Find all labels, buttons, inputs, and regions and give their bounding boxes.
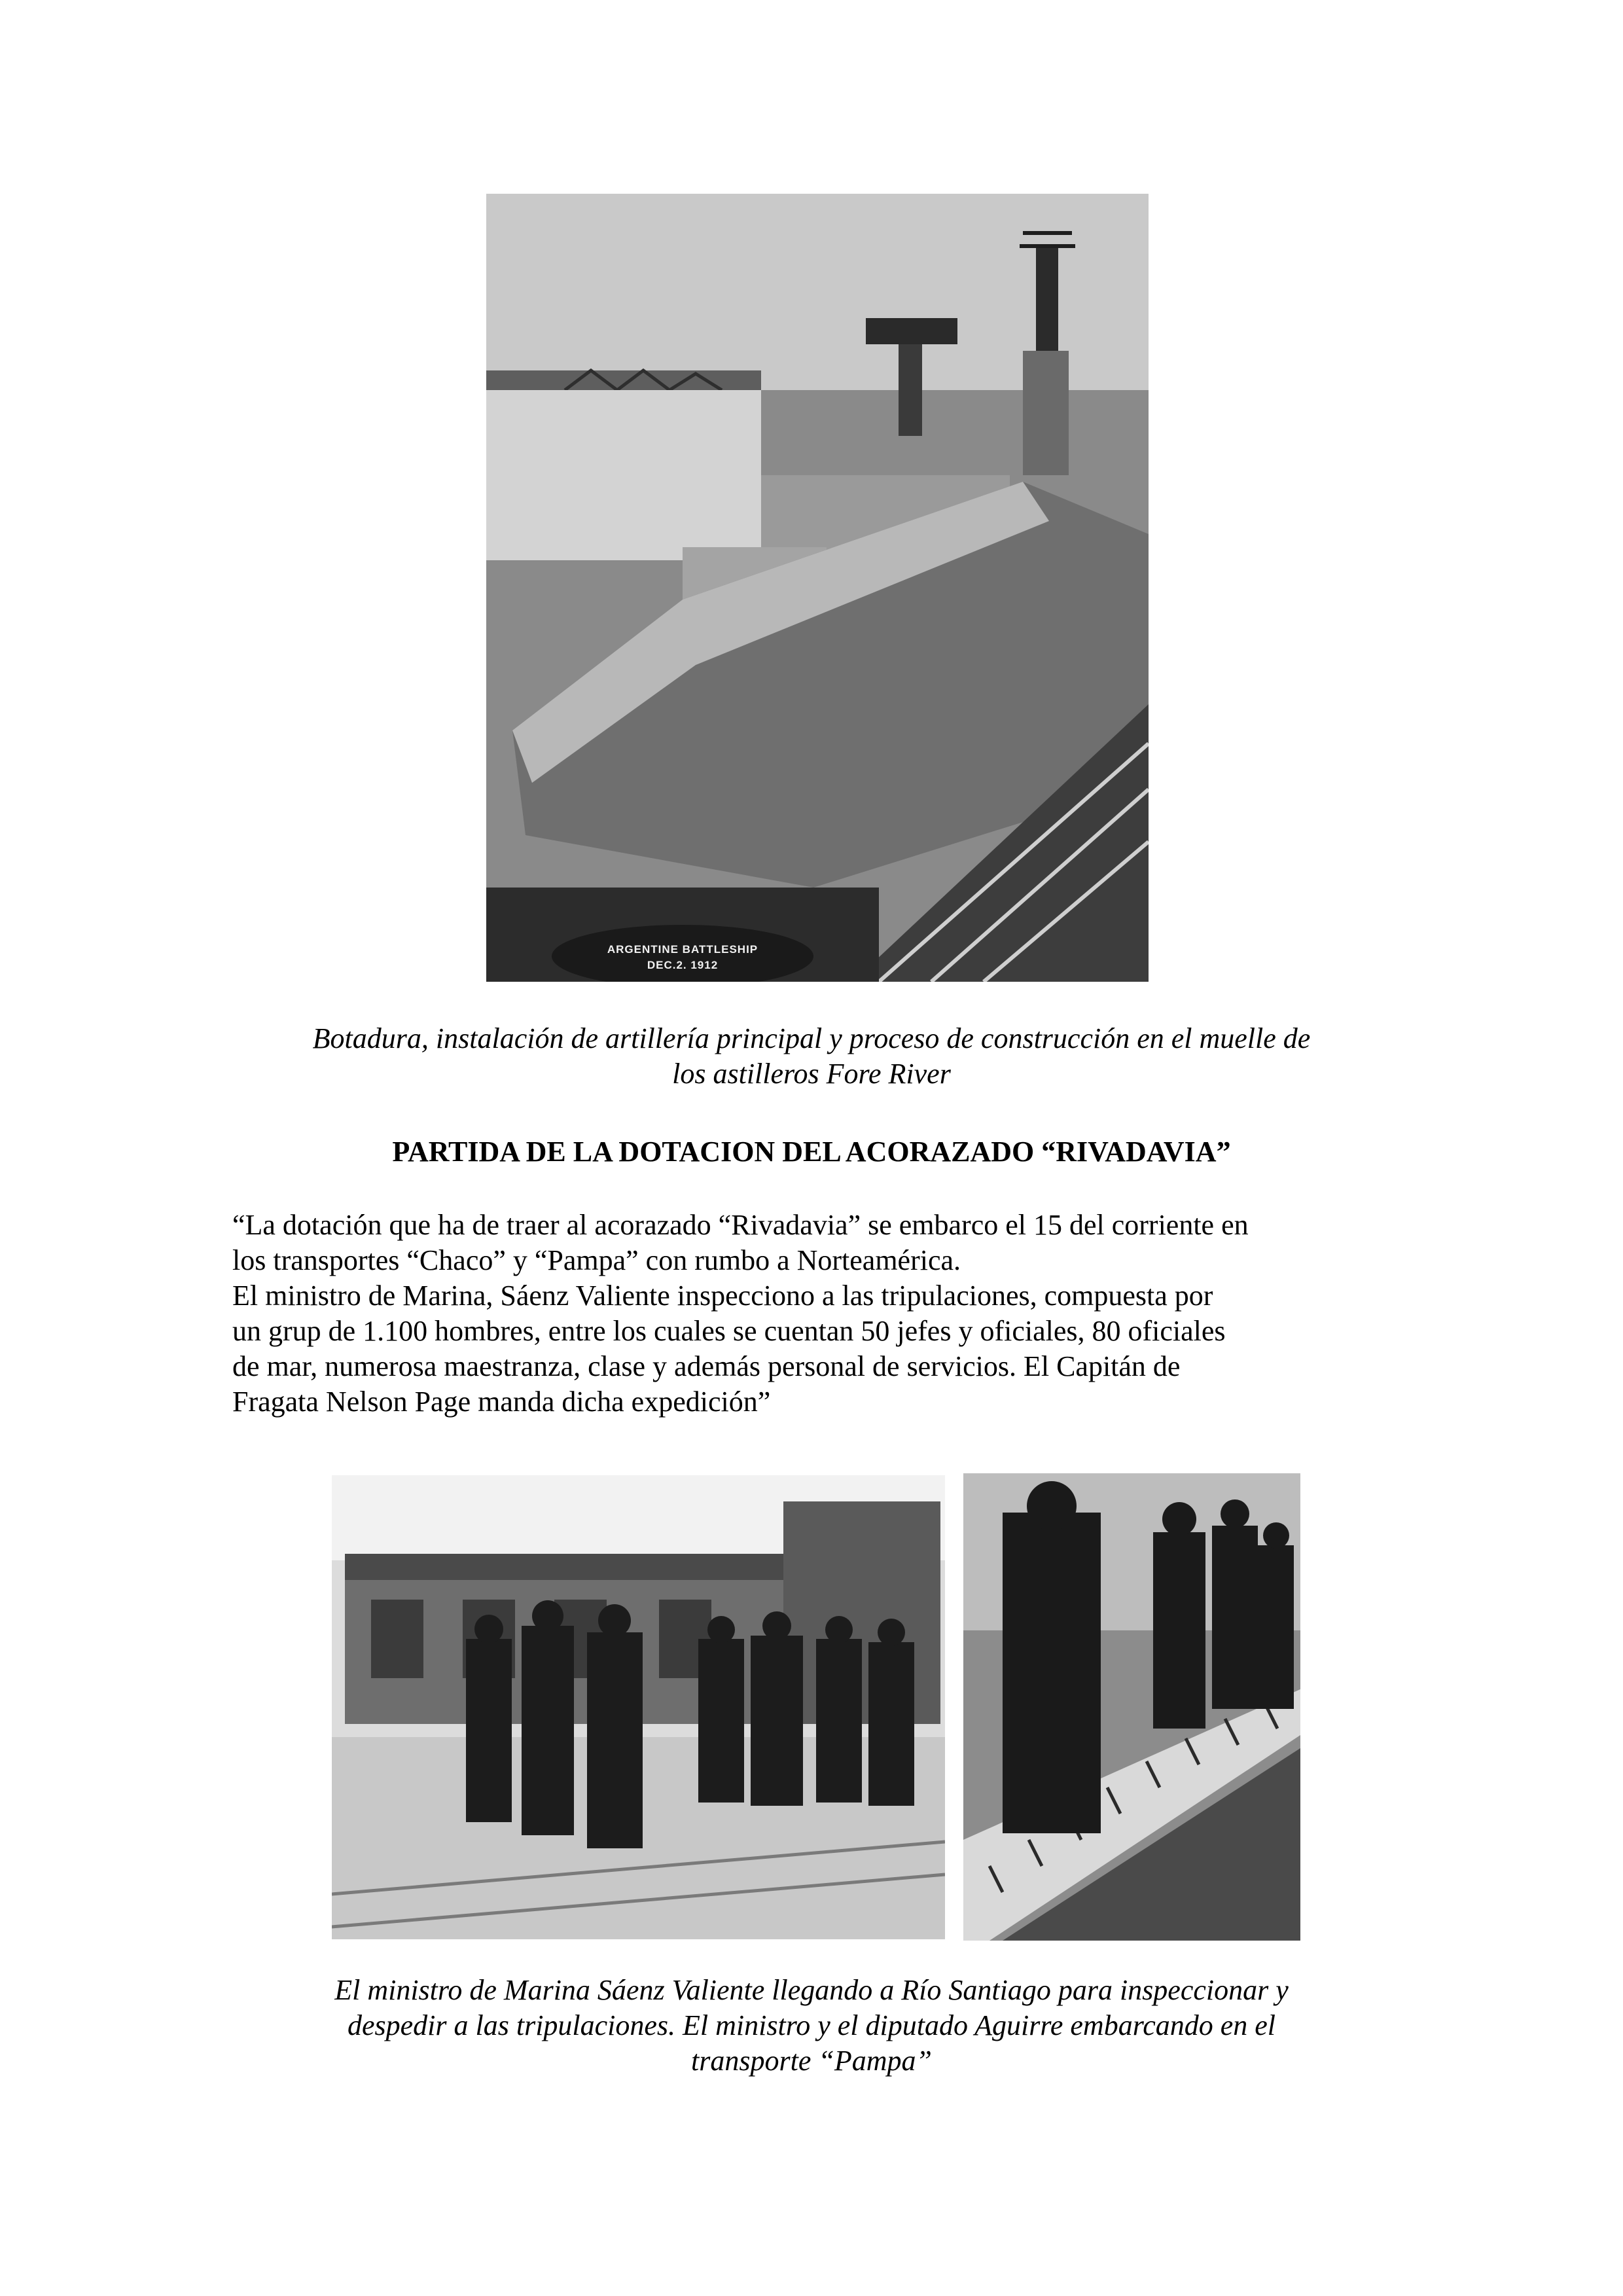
caption-1-line-1: Botadura, instalación de artillería principal y proceso de construcción en el muelle de	[312, 1022, 1311, 1054]
walking-photo-drawing	[332, 1475, 945, 1939]
caption-2-line-3: transporte “Pampa”	[691, 2045, 932, 2077]
caption-2-line-1: El ministro de Marina Sáenz Valiente llegando a Río Santiago para inspeccionar y	[334, 1974, 1289, 2006]
body-line: un grup de 1.100 hombres, entre los cuales se cuentan 50 jefes y oficiales, 80 oficiales	[232, 1315, 1226, 1347]
body-line: Fragata Nelson Page manda dicha expedición”	[232, 1386, 771, 1418]
boarding-transport-photo	[963, 1473, 1300, 1941]
plate-text-line-1: ARGENTINE BATTLESHIP	[607, 943, 758, 956]
body-line: los transportes “Chaco” y “Pampa” con rumbo a Norteamérica.	[232, 1244, 961, 1276]
boarding-photo-drawing	[963, 1473, 1300, 1941]
section-heading: PARTIDA DE LA DOTACION DEL ACORAZADO “RIVADAVIA”	[392, 1136, 1231, 1168]
caption-1-line-2: los astilleros Fore River	[672, 1058, 951, 1090]
officers-walking-photo	[332, 1475, 945, 1939]
plate-text-line-2: DEC.2. 1912	[647, 959, 719, 971]
body-paragraph	[232, 1208, 1410, 1420]
battleship-photo-drawing	[486, 194, 1149, 982]
battleship-construction-photo	[486, 194, 1149, 982]
body-line: El ministro de Marina, Sáenz Valiente inspecciono a las tripulaciones, compuesta por	[232, 1280, 1213, 1312]
body-line: “La dotación que ha de traer al acorazado “Rivadavia” se embarco el 15 del corriente en	[232, 1209, 1249, 1241]
photo-caption-construction	[196, 1021, 1427, 1092]
body-line: de mar, numerosa maestranza, clase y además personal de servicios. El Capitán de	[232, 1350, 1181, 1382]
caption-2-line-2: despedir a las tripulaciones. El ministro y el diputado Aguirre embarcando en el	[347, 2009, 1276, 2041]
photo-caption-inspection	[196, 1973, 1427, 2079]
